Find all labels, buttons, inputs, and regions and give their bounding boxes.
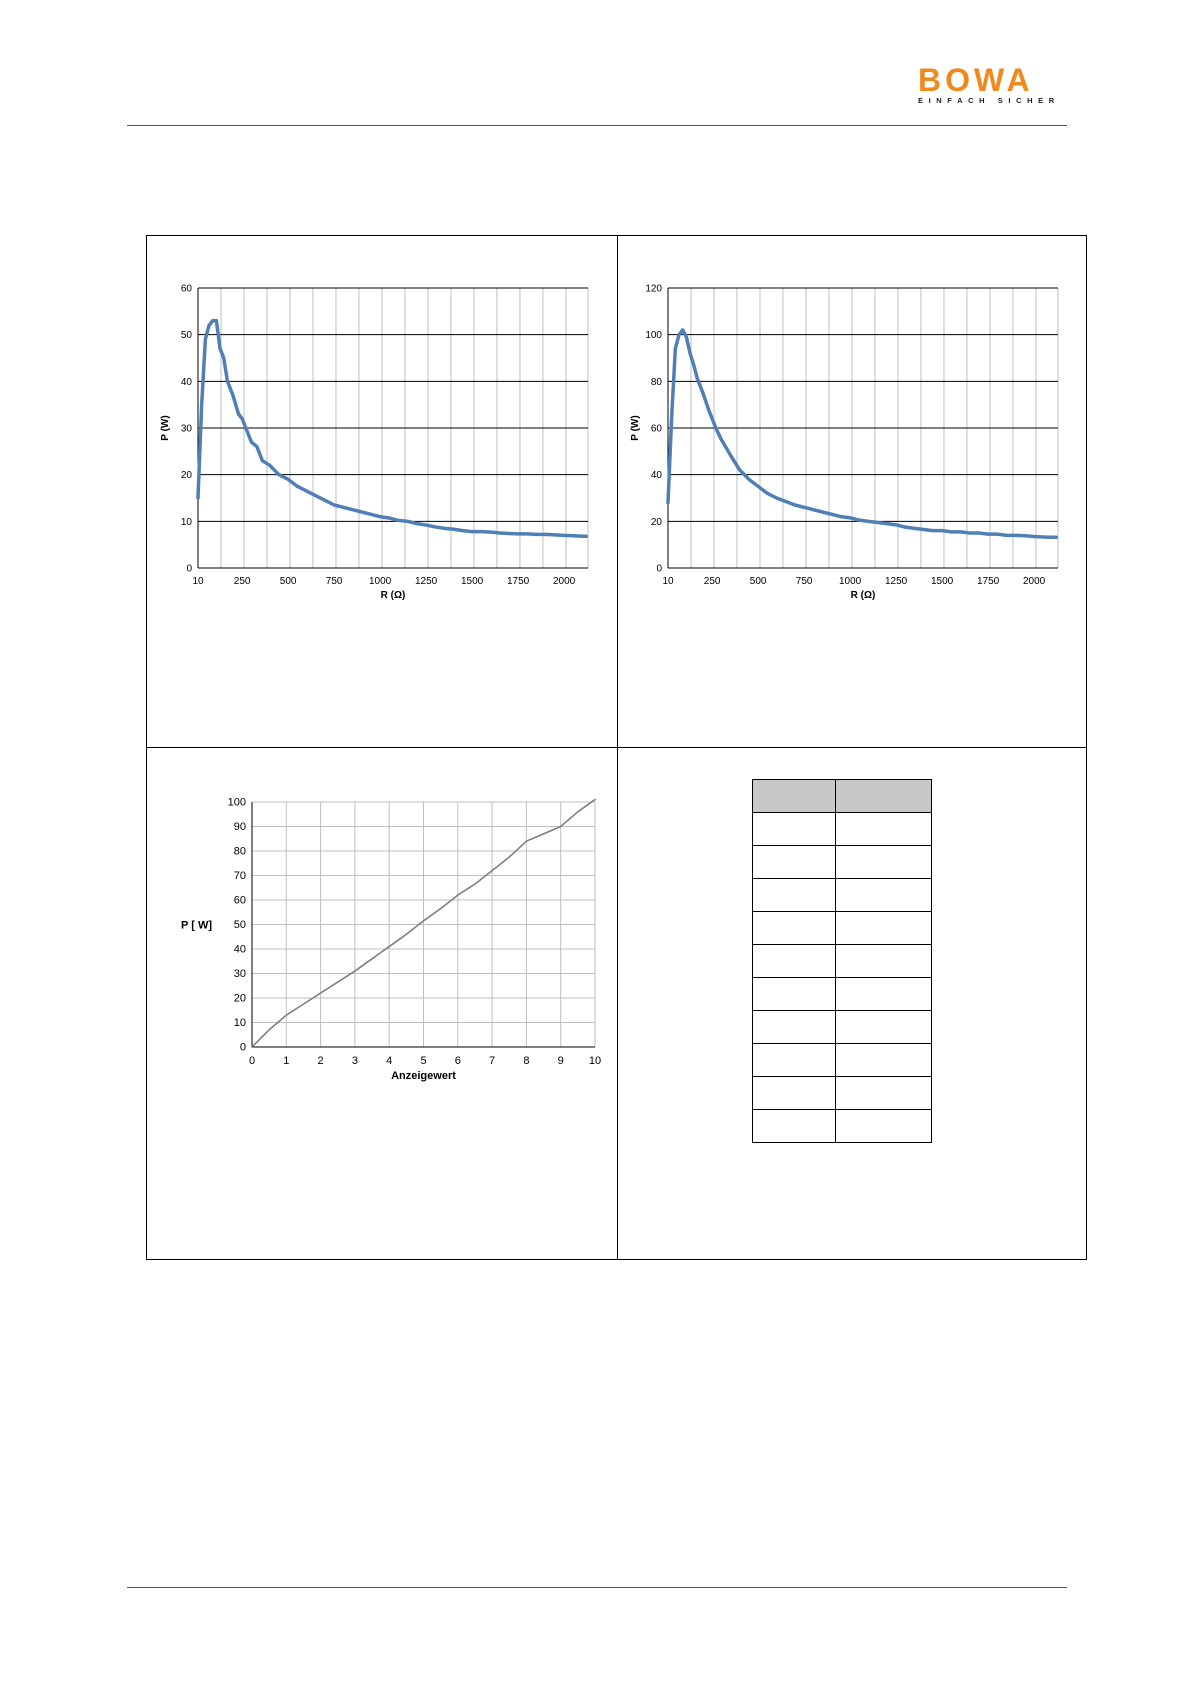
table-cell	[753, 813, 836, 846]
table-row	[753, 978, 932, 1011]
table-row	[753, 1110, 932, 1143]
table-cell	[836, 1077, 932, 1110]
y-tick-label: 60	[180, 283, 192, 295]
footer-rule	[127, 1587, 1067, 1588]
table-cell	[836, 1011, 932, 1044]
y-axis-label: P [ W]	[181, 919, 212, 932]
x-tick-label: 1	[283, 1055, 290, 1067]
y-axis-label: P (W)	[160, 415, 171, 441]
x-tick-label: 3	[351, 1055, 358, 1067]
x-tick-label: 250	[233, 576, 251, 587]
x-tick-label: 0	[248, 1055, 256, 1067]
x-tick-label: 500	[279, 576, 297, 587]
x-tick-label: 10	[662, 576, 674, 587]
chart-power-vs-display-value	[170, 780, 610, 1090]
y-axis-label: P (W)	[630, 415, 641, 441]
table-cell	[836, 912, 932, 945]
header-rule	[127, 125, 1067, 126]
logo-tagline: EINFACH SICHER	[918, 96, 1060, 105]
y-tick-label: 50	[180, 330, 192, 342]
y-tick-label: 100	[645, 330, 662, 342]
x-tick-label: 2000	[1022, 576, 1046, 587]
table-row	[753, 945, 932, 978]
x-tick-label: 750	[325, 576, 343, 587]
table-cell	[753, 1044, 836, 1077]
x-tick-label: 10	[192, 576, 204, 587]
table-cell	[753, 1110, 836, 1143]
series-line	[668, 330, 1056, 537]
x-tick-label: 1000	[368, 576, 392, 587]
y-tick-label: 60	[233, 894, 246, 907]
grid-divider-horizontal	[147, 747, 1086, 748]
y-tick-label: 0	[239, 1041, 246, 1054]
x-axis-label: R (Ω)	[850, 590, 876, 601]
value-table	[752, 779, 932, 1143]
table-row	[753, 813, 932, 846]
x-tick-label: 1500	[930, 576, 954, 587]
x-tick-label: 750	[795, 576, 813, 587]
x-axis-label: R (Ω)	[380, 590, 406, 601]
x-tick-label: 1750	[976, 576, 1000, 587]
x-tick-label: 10	[588, 1055, 602, 1067]
table-cell	[753, 912, 836, 945]
x-tick-label: 500	[749, 576, 767, 587]
x-tick-label: 2000	[552, 576, 576, 587]
table-cell	[753, 846, 836, 879]
table-cell	[753, 879, 836, 912]
table-cell	[836, 1044, 932, 1077]
y-tick-label: 70	[233, 870, 246, 882]
x-tick-label: 1250	[414, 576, 438, 587]
y-tick-label: 120	[645, 283, 662, 295]
y-tick-label: 30	[180, 423, 192, 435]
y-tick-label: 20	[650, 516, 662, 528]
y-tick-label: 10	[180, 516, 192, 528]
table-cell	[836, 945, 932, 978]
x-tick-label: 1500	[460, 576, 484, 587]
table-row	[753, 912, 932, 945]
y-tick-label: 30	[233, 968, 246, 980]
y-tick-label: 80	[233, 845, 246, 858]
table-row	[753, 846, 932, 879]
y-tick-label: 50	[233, 919, 246, 931]
table-header-cell	[753, 780, 836, 813]
x-tick-label: 250	[703, 576, 721, 587]
table-cell	[753, 978, 836, 1011]
table-cell	[836, 978, 932, 1011]
x-tick-label: 4	[386, 1055, 393, 1067]
chart-power-vs-resistance-120w	[620, 270, 1060, 610]
y-tick-label: 40	[650, 470, 662, 482]
x-tick-label: 6	[454, 1055, 461, 1067]
table-header-cell	[836, 780, 932, 813]
y-tick-label: 40	[233, 943, 246, 956]
table-row	[753, 1011, 932, 1044]
y-tick-label: 40	[180, 376, 192, 388]
y-tick-label: 100	[227, 796, 246, 809]
chart-power-vs-resistance-60w	[150, 270, 590, 610]
x-tick-label: 1750	[506, 576, 530, 587]
y-tick-label: 10	[233, 1017, 246, 1029]
x-axis-label: Anzeigewert	[391, 1070, 456, 1082]
x-tick-label: 9	[557, 1055, 564, 1067]
table-cell	[836, 813, 932, 846]
y-tick-label: 80	[650, 376, 662, 388]
x-tick-label: 5	[420, 1055, 427, 1067]
table-cell	[836, 879, 932, 912]
table-cell	[753, 1077, 836, 1110]
x-tick-label: 2	[317, 1055, 324, 1067]
table-cell	[753, 945, 836, 978]
table-cell	[836, 1110, 932, 1143]
y-tick-label: 20	[180, 470, 192, 482]
table-row	[753, 879, 932, 912]
y-tick-label: 20	[233, 992, 246, 1005]
x-tick-label: 7	[489, 1055, 496, 1067]
table-row	[753, 1044, 932, 1077]
logo-wordmark: BOWA	[918, 62, 1034, 98]
y-tick-label: 0	[656, 563, 662, 575]
table-row	[753, 1077, 932, 1110]
table-cell	[753, 1011, 836, 1044]
table-header-row	[753, 780, 932, 813]
bowa-logo	[918, 64, 1068, 108]
x-tick-label: 1250	[884, 576, 908, 587]
y-tick-label: 60	[650, 423, 662, 435]
x-tick-label: 1000	[838, 576, 862, 587]
table-cell	[836, 846, 932, 879]
y-tick-label: 90	[233, 821, 246, 833]
y-tick-label: 0	[186, 563, 192, 575]
x-tick-label: 8	[523, 1055, 530, 1067]
